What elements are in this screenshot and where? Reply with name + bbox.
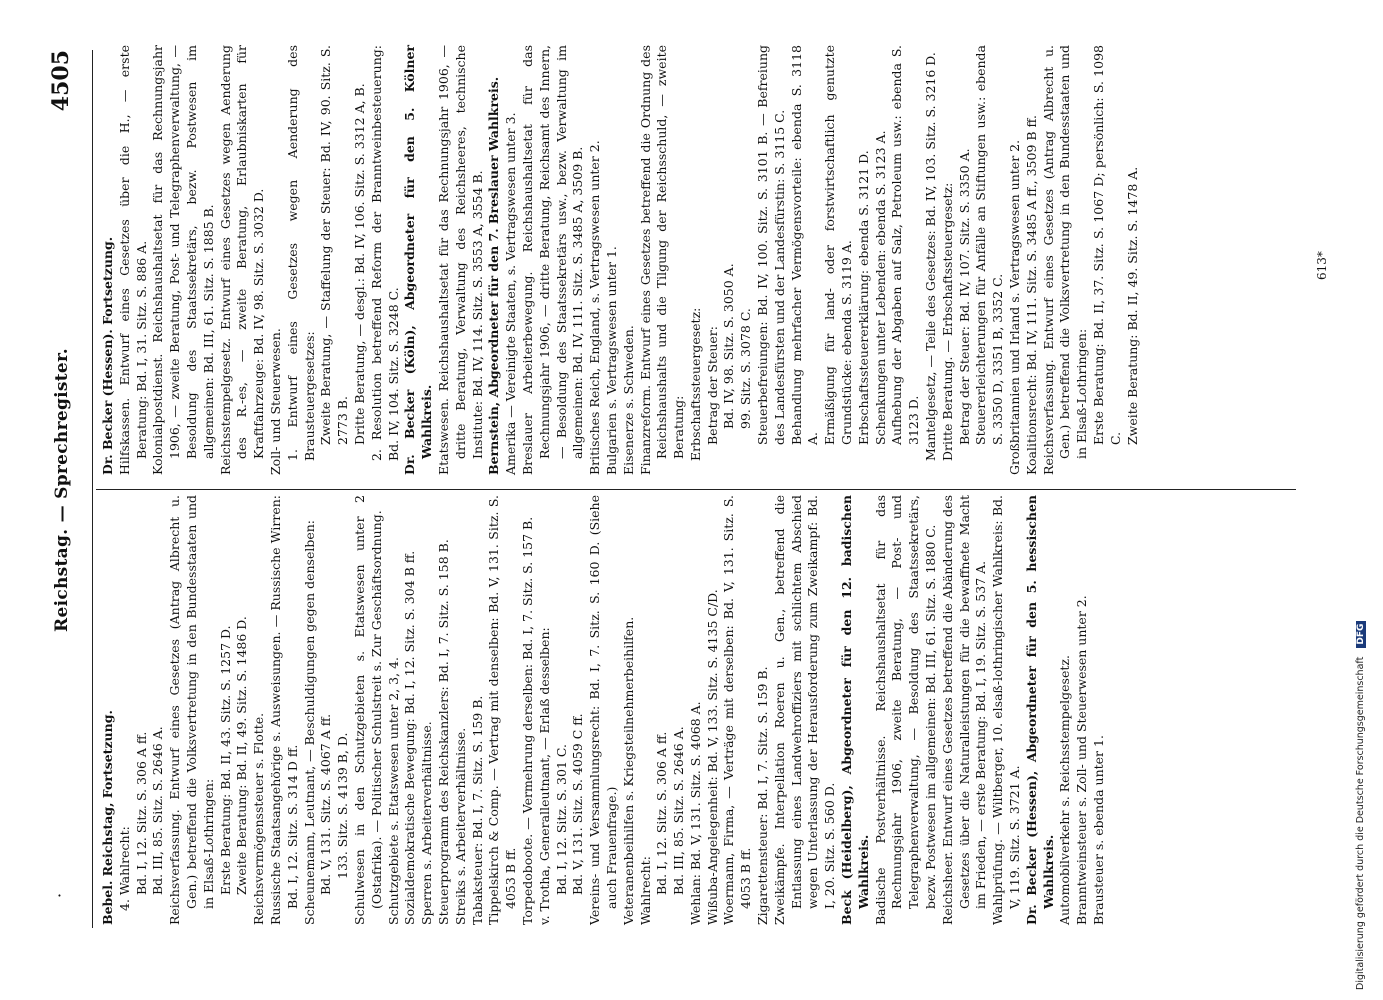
speaker-heading: Beck (Heidelberg), Abgeordneter für den 12. badischen Wahlkreis. xyxy=(839,495,871,925)
list-item: Großbritannien und Irland s. Vertragswesen unter 2. xyxy=(1007,139,1023,475)
funding-text: Digitalisierung gefördert durch die Deutsche Forschungsgemeinschaft xyxy=(1355,656,1366,990)
list-item: Breslauer Arbeiterbewegung. Reichshaushaltsetat für das Rechnungsjahr 1906, — dritte Beratung, Reichsamt des Innern, — Besoldung des Staatssekretärs usw., bezw. Verwaltung im allgemeinen: Bd. IV, 111. Sitz. S. 3485 A, 3509 B. xyxy=(519,45,586,475)
digitization-note xyxy=(1355,10,1366,990)
speaker-heading: Dr. Becker (Köln), Abgeordneter für den 5. Kölner Wahlkreis. xyxy=(402,45,435,475)
list-item: Betrag der Steuer: Bd. IV, 107. Sitz. S. 3350 A. xyxy=(956,148,972,445)
right-column xyxy=(100,45,1141,475)
list-item: Reichsvermögenssteuer s. Flotte. xyxy=(251,712,267,925)
page-header xyxy=(48,50,88,930)
list-item: 2. Resolution betreffend Reform der Branntweinbesteuerung: Bd. IV, 104. Sitz. S. 3248 C. xyxy=(368,45,401,461)
list-item: 99. Sitz. S. 3078 C. xyxy=(738,308,754,429)
list-item: Reichsheer. Entwurf eines Gesetzes betreffend die Abänderung des Gesetzes über die Naturalleistungen für die bewaffnete Macht im Frieden, — erste Beratung: Bd. I, 19. Sitz. S. 537 A. xyxy=(939,495,989,925)
list-item: Reichsverfassung. Entwurf eines Gesetzes (Antrag Albrecht u. Gen.) betreffend die Volksvertretung in den Bundesstaaten und in Elsaß-Lothringen: xyxy=(1040,45,1090,475)
list-item: Steuerprogramm des Reichskanzlers: Bd. I, 7. Sitz. S. 158 B. xyxy=(435,539,451,925)
list-item: Steuerbefreiungen: Bd. IV, 100. Sitz. S. 3101 B. — Befreiung des Landesfürsten und der Landesfürstin: S. 3115 C. xyxy=(755,45,787,445)
list-item: Koalitionsrecht: Bd. IV, 111. Sitz. S. 3485 A ff., 3509 B ff. xyxy=(1023,115,1039,475)
list-item: Schutzgebiete s. Etatswesen unter 2, 3, 4. xyxy=(385,657,401,925)
list-item: Streiks s. Arbeiterverhältnisse. xyxy=(452,727,468,925)
column-divider xyxy=(96,489,1296,490)
list-item: Mantelgesetz, — Teile des Gesetzes: Bd. IV, 103. Sitz. S. 3216 D. xyxy=(923,52,939,461)
header-dot: · xyxy=(50,892,69,898)
column-heading: Dr. Becker (Hessen). Fortsetzung. xyxy=(100,236,115,475)
list-item: Sperren s. Arbeiterverhältnisse. xyxy=(419,721,435,925)
list-item: Branntweinsteuer s. Zoll- und Steuerwesen unter 2. xyxy=(1074,595,1090,925)
list-item: 133. Sitz. S. 4139 B, D. xyxy=(335,732,351,879)
list-item: Dritte Beratung, — desgl.: Bd. IV, 106. Sitz. S. 3312 A, B. xyxy=(351,83,367,445)
list-item: Bd. IV, 98. Sitz. S. 3050 A. xyxy=(721,263,737,429)
list-item: Wahlprüfung. — Wiltberger, 10. elsaß-lothringischer Wahlkreis: Bd. V, 119. Sitz. S. 3721 A. xyxy=(990,495,1023,925)
running-title: Reichstag. — Sprechregister. xyxy=(52,348,72,632)
list-item: Bd. III, 85. Sitz. S. 2646 A. xyxy=(150,726,166,895)
list-item: Reichsstempelgesetz. Entwurf eines Gesetzes wegen Aenderung des R.-es, — zweite Beratung, Erlaubniskarten für Kraftfahrzeuge: Bd. IV, 98. Sitz. S. 3032 D. xyxy=(217,45,267,475)
list-item: Finanzreform. Entwurf eines Gesetzes betreffend die Ordnung des Reichshaushalts und die Tilgung der Reichsschuld, — zweite Beratung: xyxy=(637,45,687,475)
list-item: Wahlrecht: xyxy=(637,856,653,925)
left-column xyxy=(100,495,1108,925)
list-item: Wißuba-Angelegenheit: Bd. V, 133. Sitz. S. 4135 C/D. xyxy=(704,589,720,925)
column-heading: Bebel. Reichstag, Fortsetzung. xyxy=(100,710,115,925)
list-item: Scheunemann, Leutnant, — Beschuldigungen gegen denselben: xyxy=(301,520,317,925)
speaker-heading: Bernstein, Abgeordneter für den 7. Breslauer Wahlkreis. xyxy=(486,76,502,475)
list-item: Zweite Beratung: Bd. II, 49. Sitz. S. 1478 A. xyxy=(1124,166,1140,445)
list-item: Kolonialpostdienst. Reichshaushaltsetat für das Rechnungsjahr 1906, — zweite Beratung, Post- und Telegraphenverwaltung, — Besoldung des Staatssekretärs, bezw. Postwesen im allgemeinen: Bd. III, 61. Sitz. S. 1885 B. xyxy=(150,45,216,475)
list-item: Tippelskirch & Comp. — Vertrag mit denselben: Bd. V, 131. Sitz. S. 4053 B ff. xyxy=(486,495,519,925)
list-item: Zoll- und Steuerwesen. xyxy=(267,328,283,475)
list-item: Bd. V, 131. Sitz. S. 4067 A ff. xyxy=(318,713,334,895)
list-item: Erbschaftssteuergesetz: xyxy=(687,307,703,461)
signature-mark: 613* xyxy=(1315,251,1329,280)
dfg-logo: DFG xyxy=(1356,621,1366,648)
list-item: Badische Postverhältnisse. Reichshaushaltsetat für das Rechnungsjahr 1906, zweite Beratung, — Post- und Telegraphenverwaltung, — Besoldung des Staatssekretärs, bezw. Postwesen im allgemeinen: Bd. III, 61. Sitz. S. 1880 C. xyxy=(872,495,939,925)
list-item: Behandlung mehrfacher Vermögensvorteile: ebenda S. 3118 A. xyxy=(788,45,821,445)
list-item: Woermann, Firma, — Verträge mit derselben: Bd. V, 131. Sitz. S. 4053 B ff. xyxy=(721,495,754,925)
list-item: Eisenerze s. Schweden. xyxy=(620,325,636,475)
speaker-heading: Dr. Becker (Hessen), Abgeordneter für den 5. hessischen Wahlkreis. xyxy=(1023,495,1056,925)
list-item: Erste Beratung: Bd. II, 37. Sitz. S. 1067 D; persönlich: S. 1098 C. xyxy=(1091,45,1123,445)
list-item: Bd. I, 12. Sitz. S. 306 A ff. xyxy=(654,731,670,895)
list-item: Amerika — Vereinigte Staaten, s. Vertragswesen unter 3. xyxy=(503,112,519,475)
list-item: Automobilverkehr s. Reichsstempelgesetz. xyxy=(1057,655,1073,925)
list-item: Aufhebung der Abgaben auf Salz, Petroleum usw.: ebenda S. 3123 D. xyxy=(889,45,922,445)
list-item: Ermäßigung für land- oder forstwirtschaftlich genutzte Grundstücke: ebenda S. 3119 A. xyxy=(822,45,855,445)
list-item: Etatswesen. Reichshaushaltsetat für das Rechnungsjahr 1906, — dritte Beratung, Verwaltung des Reichsheeres, technische Institute: Bd. IV, 114. Sitz. S. 3553 A, 3554 B. xyxy=(435,45,485,475)
list-item: Sozialdemokratische Bewegung: Bd. I, 12. Sitz. S. 304 B ff. xyxy=(402,550,418,925)
list-item: Bd. I, 12. Sitz. S. 301 C. xyxy=(553,744,569,895)
list-item: Veteranenbeihilfen s. Kriegsteilnehmerbeihilfen. xyxy=(620,616,636,925)
list-item: Zweikämpfe. Interpellation Roeren u. Gen., betreffend die Entlassung eines Landwehroffiziers mit schlichtem Abschied wegen Unterlassung der Herausforderung zum Zweikampf: Bd. I, 20. Sitz. S. 560 D. xyxy=(771,495,838,925)
list-item: Bd. V, 131. Sitz. S. 4059 C ff. xyxy=(570,713,586,895)
list-item: Bd. III, 85. Sitz. S. 2646 A. xyxy=(671,726,687,895)
list-item: Vereins- und Versammlungsrecht: Bd. I, 7. Sitz. S. 160 D. (Siehe auch Frauenfrage.) xyxy=(587,495,619,925)
header-rule xyxy=(92,50,93,928)
list-item: Torpedoboote. — Vermehrung derselben: Bd. I, 7. Sitz. S. 157 B. xyxy=(519,516,535,925)
list-item: Steuererleichterungen für Anfälle an Stiftungen usw.: ebenda S. 3350 D, 3351 B, 3352 C. xyxy=(973,45,1006,445)
list-item: Erbschaftssteuererklärung: ebenda S. 3121 D. xyxy=(855,150,871,445)
list-item: Tabaksteuer: Bd. I, 7. Sitz. S. 159 B. xyxy=(469,695,485,925)
list-item: Schenkungen unter Lebenden: ebenda S. 3123 A. xyxy=(872,130,888,445)
list-item: Zweite Beratung, — Staffelung der Steuer: Bd. IV, 90. Sitz. S. 2773 B. xyxy=(318,45,351,445)
page-number: 4505 xyxy=(48,50,74,112)
list-item: Dritte Beratung. — Erbschaftssteuergesetz: xyxy=(939,182,955,461)
list-item: Bulgarien s. Vertragswesen unter 1. xyxy=(603,246,619,475)
list-item: Russische Staatsangehörige s. Ausweisungen. — Russische Wirren: Bd. I, 12. Sitz. S. 314 D ff. xyxy=(267,495,300,925)
list-item: Erste Beratung: Bd. II, 43. Sitz. S. 1257 D. xyxy=(217,625,233,895)
list-item: Hilfskassen. Entwurf eines Gesetzes über die H., — erste Beratung: Bd. I, 31. Sitz. S. 886 A. xyxy=(116,45,149,475)
list-item: Wehlan: Bd. V, 131. Sitz. S. 4068 A. xyxy=(687,701,703,925)
list-item: 1. Entwurf eines Gesetzes wegen Aenderung des Brausteuergesetzes: xyxy=(284,45,317,461)
list-item: Bd. I, 12. Sitz. S. 306 A ff. xyxy=(133,731,149,895)
list-item: Britisches Reich, England, s. Vertragswesen unter 2. xyxy=(587,140,603,475)
list-item: Brausteuer s. ebenda unter 1. xyxy=(1091,735,1107,925)
list-item: Zweite Beratung: Bd. II, 49. Sitz. S. 1486 D. xyxy=(234,616,250,895)
list-item: Schulwesen in den Schutzgebieten s. Etatswesen unter 2 (Ostafrika). — Politischer Schulstreit s. Zur Geschäftsordnung. xyxy=(351,495,384,925)
list-item: Reichsverfassung. Entwurf eines Gesetzes (Antrag Albrecht u. Gen.) betreffend die Volksvertretung in den Bundesstaaten und in Elsaß-Lothringen: xyxy=(167,495,216,925)
list-item: v. Trotha, Generalleutnant, — Erlaß desselben: xyxy=(536,627,552,925)
list-item: 4. Wahlrecht: xyxy=(116,826,132,911)
list-item: Zigarettensteuer: Bd. I, 7. Sitz. S. 159 B. xyxy=(755,666,771,925)
list-item: Betrag der Steuer: xyxy=(704,326,720,445)
